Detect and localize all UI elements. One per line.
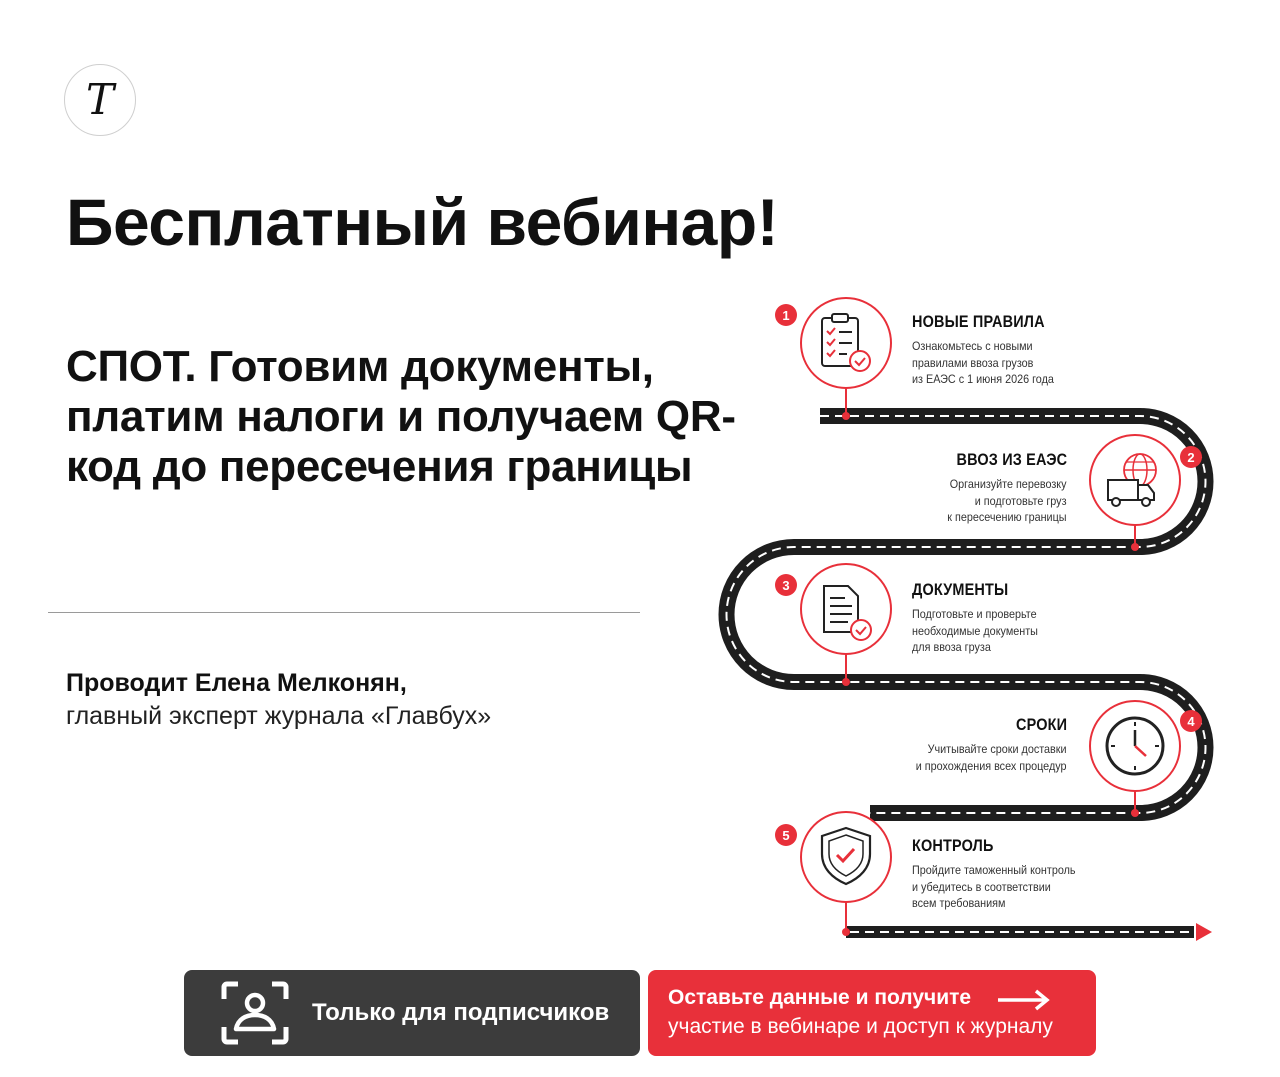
road-arrow-icon xyxy=(1196,923,1212,941)
roadmap xyxy=(700,280,1280,960)
step-4-badge xyxy=(1180,710,1202,732)
step-2-title: ВВОЗ ИЗ ЕАЭС xyxy=(956,450,1067,469)
step-1-badge xyxy=(775,304,797,326)
arrow-right-icon xyxy=(996,988,1052,1012)
truck-globe-icon xyxy=(1090,435,1180,525)
speaker-block xyxy=(66,668,491,734)
step-1-title: НОВЫЕ ПРАВИЛА xyxy=(912,312,1045,331)
speaker-name: Проводит Елена Мелконян, xyxy=(66,669,407,697)
step-4-text: Учитывайте сроки доставки и прохождения всех процедур xyxy=(916,742,1067,773)
step-3-number: 3 xyxy=(782,578,790,593)
register-line-1: Оставьте данные и получите xyxy=(668,986,972,1009)
shield-check-icon xyxy=(801,812,891,902)
webinar-subtitle: СПОТ. Готовим документы, платим налоги и получаем QR-код до пересечения границы xyxy=(66,342,736,491)
speaker-role: главный эксперт журнала «Главбух» xyxy=(66,702,492,730)
step-5-number: 5 xyxy=(782,828,790,843)
document-check-icon xyxy=(801,564,891,654)
step-5-badge xyxy=(775,824,797,846)
register-button[interactable] xyxy=(648,970,1096,1056)
face-scan-icon xyxy=(220,981,290,1045)
divider xyxy=(48,612,640,613)
step-1-number: 1 xyxy=(782,308,790,323)
checklist-icon xyxy=(801,298,891,388)
step-4-number: 4 xyxy=(1187,714,1195,729)
logo-letter: T xyxy=(85,75,114,124)
step-2-badge xyxy=(1180,446,1202,468)
step-3-title: ДОКУМЕНТЫ xyxy=(912,580,1009,599)
step-1-text: Ознакомьтесь с новыми правилами ввоза грузов из ЕАЭС с 1 июня 2026 года xyxy=(912,339,1054,386)
magazine-logo-icon xyxy=(64,64,136,136)
step-3-badge xyxy=(775,574,797,596)
step-3-text: Подготовьте и проверьте необходимые документы для ввоза груза xyxy=(912,607,1038,654)
step-5-title: КОНТРОЛЬ xyxy=(912,836,994,855)
step-5-text: Пройдите таможенный контроль и убедитесь в соответствии всем требованиям xyxy=(912,863,1076,910)
step-2-number: 2 xyxy=(1187,450,1195,465)
headline: Бесплатный вебинар! xyxy=(66,185,779,259)
subscribers-only-label: Только для подписчиков xyxy=(312,999,610,1026)
subscribers-only-button[interactable] xyxy=(184,970,640,1056)
step-2-text: Организуйте перевозку и подготовьте груз к пересечению границы xyxy=(947,477,1067,524)
register-line-2: участие в вебинаре и доступ к журналу xyxy=(668,1015,1053,1038)
clock-icon xyxy=(1090,701,1180,791)
step-4-title: СРОКИ xyxy=(1015,715,1067,734)
